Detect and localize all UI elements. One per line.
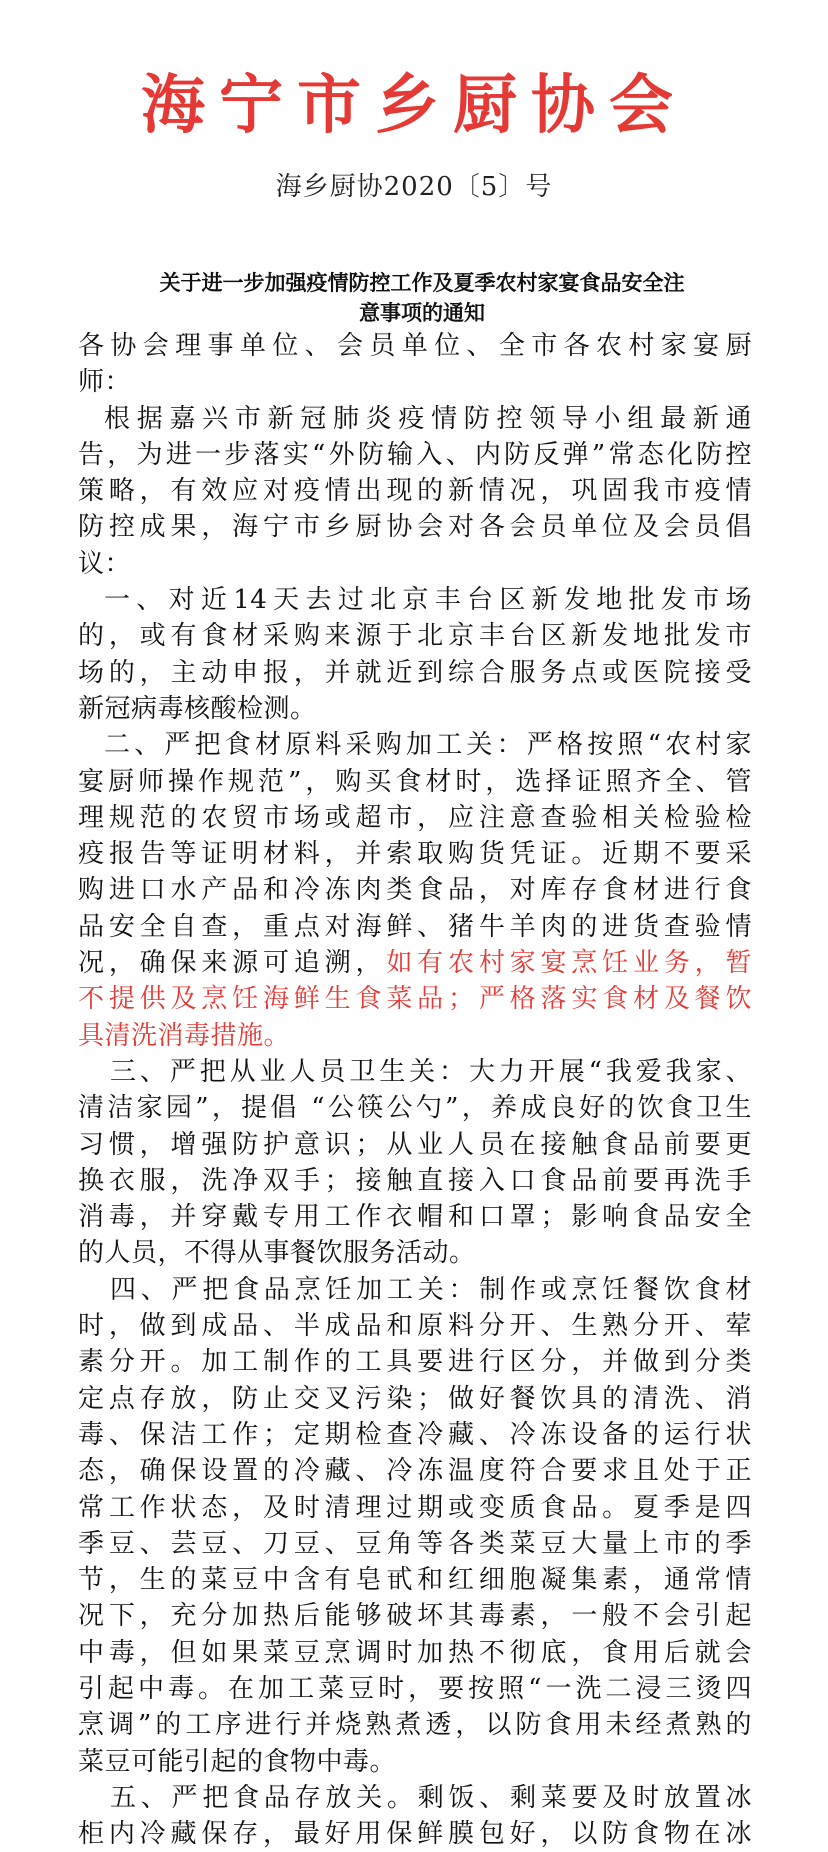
body-line: 告，为进一步落实“外防输入、内防反弹”常态化防控 — [78, 439, 752, 470]
body-line: 根据嘉兴市新冠肺炎疫情防控领导小组最新通 — [104, 403, 752, 434]
body-line: 时，做到成品、半成品和原料分开、生熟分开、荤 — [78, 1311, 752, 1342]
body-line: 各协会理事单位、会员单位、全市各农村家宴厨 — [78, 331, 752, 361]
body-line: 柜内冷藏保存，最好用保鲜膜包好，以防食物在冰 — [78, 1819, 752, 1850]
body-line-mixed — [78, 945, 752, 981]
body-line: 态，确保设置的冷藏、冷冻温度符合要求且处于正 — [78, 1456, 752, 1487]
body-line: 换衣服，洗净双手；接触直接入口食品前要再洗手 — [78, 1165, 752, 1196]
body-line: 师： — [78, 367, 132, 398]
body-line: 新冠病毒核酸检测。 — [78, 693, 317, 724]
body-line: 防控成果，海宁市乡厨协会对各会员单位及会员倡 — [78, 512, 752, 543]
body-line: 常工作状态，及时清理过期或变质食品。夏季是四 — [78, 1492, 752, 1523]
body-line: 定点存放，防止交叉污染；做好餐饮具的清洗、消 — [78, 1383, 752, 1414]
body-line: 宴厨师操作规范”，购买食材时，选择证照齐全、管 — [78, 766, 752, 797]
body-line: 疫报告等证明材料，并索取购货凭证。近期不要采 — [78, 839, 752, 870]
body-line: 烹调”的工序进行并烧熟煮透，以防食用未经煮熟的 — [78, 1710, 752, 1741]
highlighted-requirement: 具清洗消毒措施。 — [78, 1020, 291, 1051]
notice-title-line-1: 关于进一步加强疫情防控工作及夏季农村家宴食品安全注 — [159, 271, 685, 295]
body-line: 中毒，但如果菜豆烹调时加热不彻底，食用后就会 — [78, 1637, 752, 1668]
body-line: 的人员，不得从事餐饮服务活动。 — [78, 1238, 476, 1269]
body-line: 引起中毒。在加工菜豆时，要按照“一洗二浸三烫四 — [78, 1673, 752, 1704]
organization-name: 海宁市乡厨协会 — [141, 69, 687, 143]
body-line: 一、对近14天去过北京丰台区新发地批发市场 — [104, 585, 752, 616]
body-line: 清洁家园”，提倡 “公筷公勺”，养成良好的饮食卫生 — [78, 1093, 752, 1124]
highlighted-requirement: 不提供及烹饪海鲜生食菜品；严格落实食材及餐饮 — [78, 984, 752, 1015]
body-line: 二、严把食材原料采购加工关：严格按照“农村家 — [104, 730, 752, 761]
body-line: 毒、保洁工作；定期检查冷藏、冷冻设备的运行状 — [78, 1419, 752, 1450]
body-line: 策略，有效应对疫情出现的新情况，巩固我市疫情 — [78, 476, 752, 507]
body-line-segment: 况，确保来源可追溯， — [78, 948, 387, 979]
body-line: 习惯，增强防护意识；从业人员在接触食品前要更 — [78, 1129, 752, 1160]
body-line: 菜豆可能引起的食物中毒。 — [78, 1746, 397, 1777]
body-line: 的，或有食材采购来源于北京丰台区新发地批发市 — [78, 621, 752, 652]
body-line: 品安全自查，重点对海鲜、猪牛羊肉的进货查验情 — [78, 911, 752, 942]
document-number: 海乡厨协2020〔5〕号 — [275, 172, 553, 202]
body-line: 消毒，并穿戴专用工作衣帽和口罩；影响食品安全 — [78, 1202, 752, 1233]
body-line: 购进口水产品和冷冻肉类食品，对库存食材进行食 — [78, 875, 752, 906]
highlighted-requirement: 如有农村家宴烹饪业务，暂 — [386, 948, 752, 979]
body-line: 场的，主动申报，并就近到综合服务点或医院接受 — [78, 657, 752, 688]
notice-body — [78, 328, 752, 1852]
body-line: 议： — [78, 548, 132, 579]
body-line: 四、严把食品烹饪加工关：制作或烹饪餐饮食材 — [110, 1274, 752, 1305]
body-line: 理规范的农贸市场或超市，应注意查验相关检验检 — [78, 802, 752, 833]
notice-title — [100, 268, 744, 328]
body-line: 况下，充分加热后能够破坏其毒素，一般不会引起 — [78, 1601, 752, 1632]
body-line: 五、严把食品存放关。剩饭、剩菜要及时放置冰 — [110, 1782, 752, 1813]
body-line: 季豆、芸豆、刀豆、豆角等各类菜豆大量上市的季 — [78, 1528, 752, 1559]
body-line: 节，生的菜豆中含有皂甙和红细胞凝集素，通常情 — [78, 1565, 752, 1596]
body-line: 三、严把从业人员卫生关：大力开展“我爱我家、 — [110, 1056, 752, 1087]
body-line: 素分开。加工制作的工具要进行区分，并做到分类 — [78, 1347, 752, 1378]
notice-title-line-2: 意事项的通知 — [359, 301, 485, 325]
